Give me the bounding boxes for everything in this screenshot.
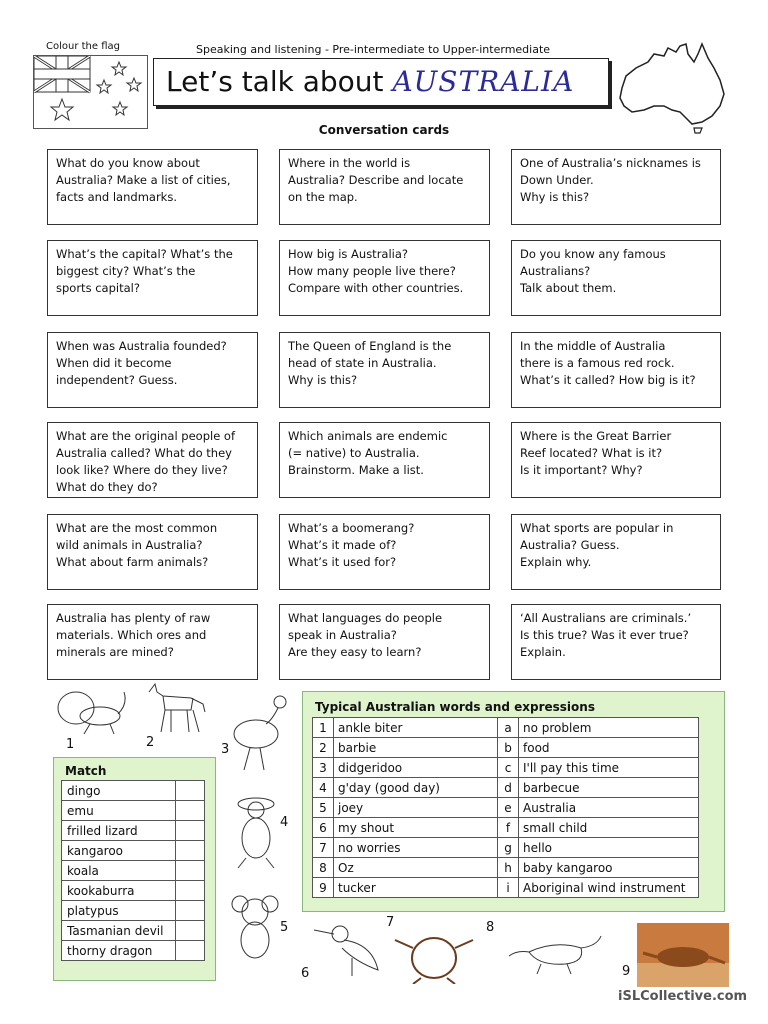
expression: barbie [334,738,498,758]
expression: my shout [334,818,498,838]
conversation-card: What languages do people speak in Australia? Are they easy to learn? [279,604,490,680]
expression: didgeridoo [334,758,498,778]
picture-number: 2 [146,735,155,750]
answer-box[interactable] [176,901,205,921]
table-row [313,758,699,778]
match-row [62,941,205,961]
picture-number: 3 [221,742,230,757]
meaning: Aboriginal wind instrument [519,878,699,898]
row-number: 8 [313,858,334,878]
animal-name: koala [62,861,176,881]
match-row [62,841,205,861]
row-number: 3 [313,758,334,778]
title-main: Let’s talk about [166,65,384,98]
match-row [62,881,205,901]
table-row [313,738,699,758]
picture-number: 8 [486,920,495,935]
emu-picture [228,692,292,776]
koala-picture [230,892,280,966]
expressions-panel [302,691,725,912]
match-row [62,801,205,821]
meaning: small child [519,818,699,838]
match-row [62,921,205,941]
meaning: no problem [519,718,699,738]
kookaburra-picture [312,918,382,982]
conversation-card: What are the original people of Australia called? What do they look like? Where do they live? What do they do? [47,422,258,498]
expression: joey [334,798,498,818]
row-number: 2 [313,738,334,758]
row-number: 6 [313,818,334,838]
picture-number: 4 [280,815,289,830]
frilled-lizard-picture [54,684,130,742]
expressions-table [312,717,699,898]
title-box [153,58,609,106]
table-row [313,778,699,798]
meaning: Australia [519,798,699,818]
thorny-dragon-photo [637,923,729,991]
row-number: 4 [313,778,334,798]
meaning: baby kangaroo [519,858,699,878]
row-letter: g [498,838,519,858]
flag-label: Colour the flag [46,41,120,52]
conversation-card: What sports are popular in Australia? Guess. Explain why. [511,514,721,590]
expression: no worries [334,838,498,858]
answer-box[interactable] [176,781,205,801]
row-letter: c [498,758,519,778]
animal-name: kookaburra [62,881,176,901]
section-heading: Conversation cards [318,123,450,137]
conversation-card: One of Australia’s nicknames is Down Under. Why is this? [511,149,721,225]
platypus-picture [505,926,603,980]
match-title: Match [65,764,107,778]
picture-number: 1 [66,737,75,752]
row-letter: i [498,878,519,898]
match-table [61,780,205,961]
australia-map-outline [614,40,728,134]
conversation-card: How big is Australia? How many people live there? Compare with other countries. [279,240,490,316]
kangaroo-picture [228,792,284,874]
picture-number: 7 [386,915,395,930]
picture-number: 9 [622,964,631,979]
tasmanian-devil-picture [393,928,475,988]
expression: tucker [334,878,498,898]
picture-number: 5 [280,920,289,935]
dingo-picture [143,682,209,742]
row-number: 7 [313,838,334,858]
answer-box[interactable] [176,801,205,821]
conversation-card: The Queen of England is the head of state in Australia. Why is this? [279,332,490,408]
answer-box[interactable] [176,821,205,841]
animal-name: frilled lizard [62,821,176,841]
match-row [62,781,205,801]
row-number: 5 [313,798,334,818]
conversation-card: When was Australia founded? When did it become independent? Guess. [47,332,258,408]
table-row [313,798,699,818]
match-panel [53,757,216,981]
animal-name: Tasmanian devil [62,921,176,941]
answer-box[interactable] [176,881,205,901]
animal-name: dingo [62,781,176,801]
expressions-title: Typical Australian words and expressions [315,700,595,714]
watermark: iSLCollective.com [618,989,748,1004]
row-letter: f [498,818,519,838]
meaning: hello [519,838,699,858]
row-number: 9 [313,878,334,898]
page-title [166,65,574,98]
conversation-card: What’s the capital? What’s the biggest city? What’s the sports capital? [47,240,258,316]
table-row [313,878,699,898]
conversation-card: Which animals are endemic (= native) to Australia. Brainstorm. Make a list. [279,422,490,498]
flag-outline-image [33,55,148,129]
animal-name: kangaroo [62,841,176,861]
expression: ankle biter [334,718,498,738]
answer-box[interactable] [176,861,205,881]
animal-name: thorny dragon [62,941,176,961]
table-row [313,858,699,878]
conversation-card: Where in the world is Australia? Describe and locate on the map. [279,149,490,225]
row-letter: h [498,858,519,878]
table-row [313,838,699,858]
row-letter: d [498,778,519,798]
row-letter: e [498,798,519,818]
conversation-card: What’s a boomerang? What’s it made of? What’s it used for? [279,514,490,590]
conversation-card: What are the most common wild animals in Australia? What about farm animals? [47,514,258,590]
conversation-card: In the middle of Australia there is a famous red rock. What’s it called? How big is it? [511,332,721,408]
conversation-card: Do you know any famous Australians? Talk about them. [511,240,721,316]
expression: g'day (good day) [334,778,498,798]
expression: Oz [334,858,498,878]
conversation-card: What do you know about Australia? Make a list of cities, facts and landmarks. [47,149,258,225]
match-row [62,821,205,841]
row-letter: a [498,718,519,738]
table-row [313,718,699,738]
animal-name: emu [62,801,176,821]
row-letter: b [498,738,519,758]
conversation-card: ‘All Australians are criminals.’ Is this true? Was it ever true? Explain. [511,604,721,680]
answer-box[interactable] [176,941,205,961]
conversation-card: Australia has plenty of raw materials. Which ores and minerals are mined? [47,604,258,680]
meaning: food [519,738,699,758]
table-row [313,818,699,838]
meaning: barbecue [519,778,699,798]
picture-number: 6 [301,966,310,981]
meaning: I'll pay this time [519,758,699,778]
row-number: 1 [313,718,334,738]
worksheet-subtitle: Speaking and listening - Pre-intermediate to Upper-intermediate [196,43,551,56]
title-accent: AUSTRALIA [392,65,575,98]
answer-box[interactable] [176,921,205,941]
answer-box[interactable] [176,841,205,861]
animal-name: platypus [62,901,176,921]
match-row [62,901,205,921]
match-row [62,861,205,881]
conversation-card: Where is the Great Barrier Reef located? What is it? Is it important? Why? [511,422,721,498]
